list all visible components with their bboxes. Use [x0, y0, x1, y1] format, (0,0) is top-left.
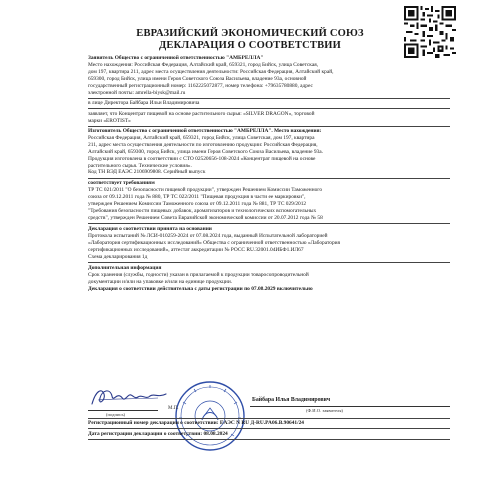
- divider: [88, 439, 450, 440]
- divider: [88, 126, 450, 127]
- applicant-address-line: Место нахождения: Российская Федерация, Алтайский край, 659321, город Бийск, улица Советская,: [88, 61, 319, 68]
- divider: [88, 178, 450, 179]
- additional-section: [88, 265, 450, 293]
- divider: [88, 262, 450, 263]
- basis-line: Протокола испытаний № ЛСИ-010259-2024 от 07.08.2024 года, выданный Испытательной лабораторией: [88, 232, 328, 239]
- manufacturer-line: Изготовитель Общество с ограниченной ответственностью "АМБРЕЛЛА". Место нахождения:: [88, 128, 322, 134]
- signatory-name: Байбара Илья Владимирович: [252, 397, 331, 403]
- requirements-line: союза от 09.12.2011 года № 880, ТР ТС 022/2011 "Пищевая продукция в части ее маркировки",: [88, 193, 306, 200]
- divider: [88, 98, 450, 99]
- requirements-line: ТР ТС 021/2011 "О безопасности пищевой продукции", утвержден Решением Комиссии Таможенного: [88, 186, 323, 193]
- declares-line: марки «EROTIST»: [88, 117, 131, 124]
- registration-date-row: [88, 431, 450, 438]
- requirements-line: средств", утвержден Решением Совета Евразийской экономической комиссии от 20.07.2012 года № 58: [88, 214, 323, 221]
- additional-line: Срок хранения (службы, годности) указан в прилагаемой к продукции товаросопроводительной: [88, 271, 309, 278]
- manufacturer-line: Российская Федерация, Алтайский край, 659321, город Бийск, улица Советская, дом 197, квартира: [88, 134, 315, 141]
- requirements-line: утвержден Решением Комиссии Таможенного союза от 09.12.2011 года № 881, ТР ТС 029/2012: [88, 200, 307, 207]
- additional-line: документации и/или на упаковке и/или на единице продукции.: [88, 278, 233, 285]
- document-title: ДЕКЛАРАЦИЯ О СООТВЕТСТВИИ: [158, 40, 342, 51]
- signature-line: [88, 410, 158, 411]
- basis-section: [88, 226, 450, 261]
- requirements-line: "Требования безопасности пищевых добавок, ароматизаторов и технологических вспомогательных: [88, 207, 317, 214]
- basis-line: Схема декларирования 1д: [88, 253, 148, 260]
- registration-date-label: Дата регистрации декларации о соответствии:: [88, 431, 203, 437]
- registration-number-value: ЕАЭС N RU Д-RU.PA06.B.90641/24: [219, 420, 304, 426]
- union-title: ЕВРАЗИЙСКИЙ ЭКОНОМИЧЕСКИЙ СОЮЗ: [136, 28, 364, 39]
- signature-icon: [88, 384, 174, 412]
- applicant-address-line: дом 197, квартира 211, адрес места осуществления деятельности: Российская Федерация, Алтайский край,: [88, 68, 334, 75]
- seal-placeholder-label: М.П.: [168, 406, 179, 411]
- validity-line: Декларация о соответствии действительна с даты регистрации по 07.08.2029 включительно: [88, 285, 313, 292]
- registration-number-label: Регистрационный номер декларации о соответствии:: [88, 420, 219, 426]
- applicant-address-line: 659300, город Бийск, улица имени Героя Советского Союза Васильева, владение 93а, основной: [88, 75, 307, 82]
- signatory-caption: (Ф.И.О. заявителя): [306, 408, 343, 413]
- applicant-address-line: электронной почты: amrella-biysk@mail.ru: [88, 89, 186, 96]
- applicant-line: Заявитель Общество с ограниченной ответственностью "АМБРЕЛЛА": [88, 55, 264, 61]
- basis-heading: Декларация о соответствии принята на основании: [88, 226, 212, 232]
- person-section: [88, 100, 450, 107]
- basis-line: сертификационных исследований», аттестат аккредитации № РОСС RU.32001.04ИБФ1.ИЛ67: [88, 246, 304, 253]
- declares-section: [88, 111, 450, 125]
- divider: [88, 428, 450, 429]
- manufacturer-section: [88, 128, 450, 176]
- divider: [88, 223, 450, 224]
- company-stamp-icon: [174, 380, 246, 452]
- manufacturer-line: Код ТН ВЭД ЕАЭС 2106909808. Серийный выпуск: [88, 169, 206, 176]
- signature-caption: (подпись): [106, 412, 126, 417]
- applicant-address-line: государственный регистрационный номер: 1162225072877, номер телефона: +79635780880, адрес: [88, 82, 313, 89]
- manufacturer-line: растительного сырья. Технические условия».: [88, 162, 192, 169]
- signatory-line: [250, 406, 450, 407]
- applicant-section: [88, 55, 450, 96]
- requirements-heading: соответствует требованиям: [88, 180, 155, 186]
- requirements-section: [88, 180, 450, 221]
- divider: [88, 418, 450, 419]
- person-line: в лице Директора Байбара Ильи Владимировича: [88, 100, 200, 106]
- manufacturer-line: 211, адрес места осуществления деятельности по изготовлению продукции: Российская Федерация,: [88, 141, 318, 148]
- manufacturer-line: Алтайский край, 659300, город Бийск, улица имени Героя Советского Союза Васильева, владение 93а.: [88, 148, 323, 155]
- additional-heading: Дополнительная информация: [88, 265, 162, 271]
- basis-line: «Лаборатория сертификационных исследований» Общества с ограниченной ответственностью «Лаборатория: [88, 239, 341, 246]
- divider: [88, 108, 450, 109]
- registration-number-row: [88, 420, 450, 427]
- declares-line: заявляет, что Концентрат пищевой на основе растительного сырья: «SILVER DRAGON», торговой: [88, 111, 315, 117]
- manufacturer-line: Продукция изготовлена в соответствии с СТО 02520656-108-2024 «Концентрат пищевой на основе: [88, 155, 316, 162]
- registration-date-value: 08.08.2024: [203, 431, 228, 437]
